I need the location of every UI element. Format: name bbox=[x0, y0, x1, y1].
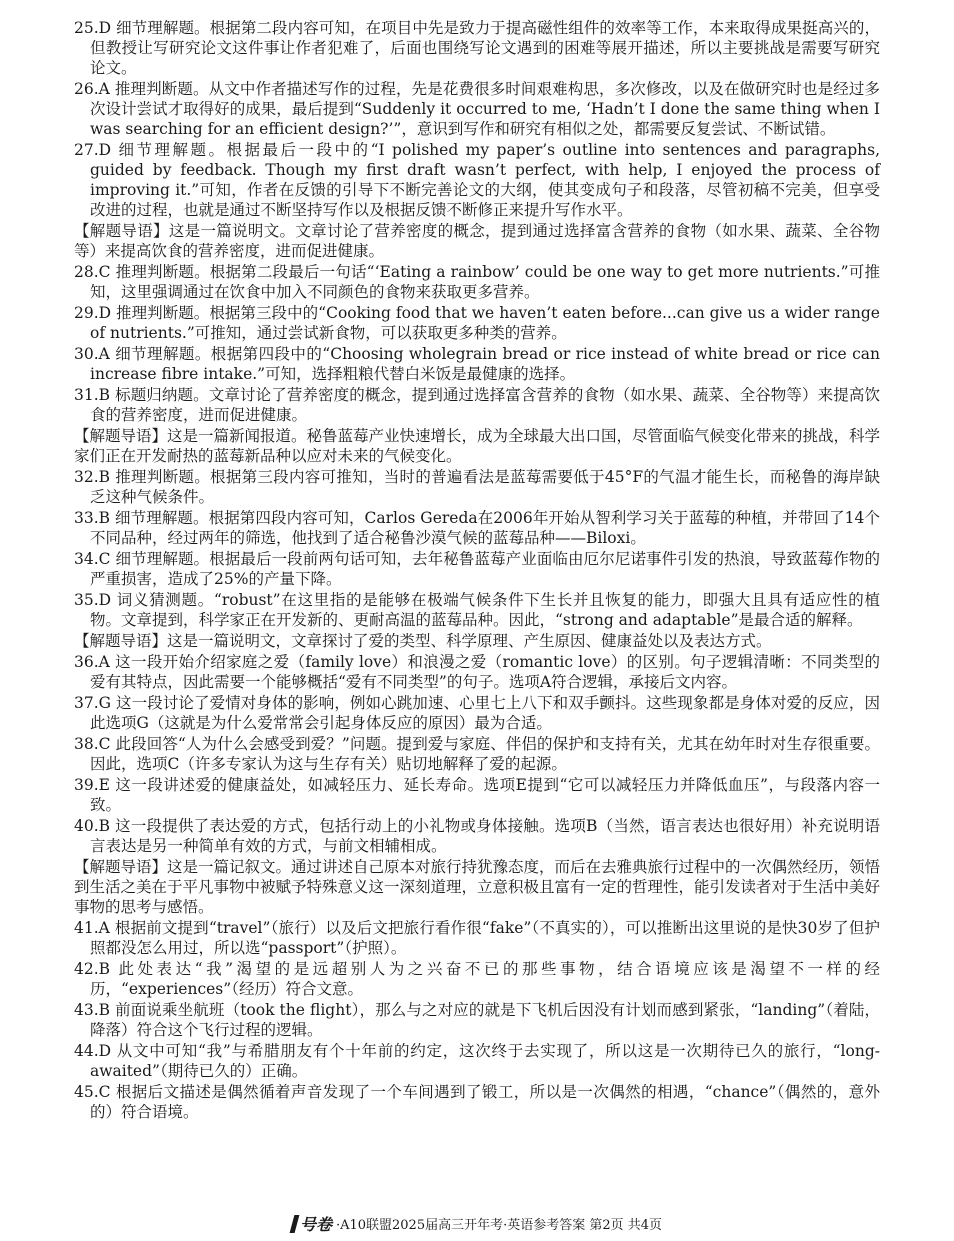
answer-32: 32.B 推理判断题。根据第三段内容可推知，当时的普遍看法是蓝莓需要低于45°F的气温才能生长，而秘鲁的海岸缺乏这种气候条件。 bbox=[74, 468, 880, 506]
answer-29: 29.D 推理判断题。根据第三段中的“Cooking food that we haven’t eaten before...can give us a wider range of nutrients.”可推知，通过尝试新食物，可以获取更多种类的营养。 bbox=[74, 304, 880, 342]
passage-guide-cloze: 【解题导语】这是一篇记叙文。通过讲述自己原本对旅行持犹豫态度，而后在去雅典旅行过程中的一次偶然经历，领悟到生活之美在于平凡事物中被赋予特殊意义这一深刻道理，立意积极且富有一定的哲理性，能引发读者对于生活中美好事物的思考与感悟。 bbox=[74, 858, 881, 916]
answer-41: 41.A 根据前文提到“travel”（旅行）以及后文把旅行看作很“fake”（不真实的），可以推断出这里说的是快30岁了但护照都没怎么用过，所以选“passport”（护照）。 bbox=[74, 919, 880, 957]
answer-40: 40.B 这一段提供了表达爱的方式，包括行动上的小礼物或身体接触。选项B（当然，语言表达也很好用）补充说明语言表达是另一种简单有效的方式，与前文相辅相成。 bbox=[74, 817, 880, 855]
answer-42: 42.B 此处表达“我”渴望的是远超别人为之兴奋不已的那些事物，结合语境应该是渴望不一样的经历，“experiences”（经历）符合文意。 bbox=[74, 960, 880, 998]
passage-guide-c: 【解题导语】这是一篇新闻报道。秘鲁蓝莓产业快速增长，成为全球最大出口国，尽管面临气候变化带来的挑战，科学家们正在开发耐热的蓝莓新品种以应对未来的气候变化。 bbox=[74, 427, 881, 465]
answer-31: 31.B 标题归纳题。文章讨论了营养密度的概念，提到通过选择富含营养的食物（如水果、蔬菜、全谷物等）来提高饮食的营养密度，进而促进健康。 bbox=[74, 386, 880, 424]
answer-37: 37.G 这一段讨论了爱情对身体的影响，例如心跳加速、心里七上八下和双手颤抖。这些现象都是身体对爱的反应，因此选项G（这就是为什么爱常常会引起身体反应的原因）最为合适。 bbox=[74, 694, 880, 732]
publisher-logo: 号卷 bbox=[292, 1212, 332, 1235]
footer-text: ·A10联盟2025届高三开年考·英语参考答案 第2页 共4页 bbox=[335, 1218, 663, 1233]
answer-34: 34.C 细节理解题。根据最后一段前两句话可知，去年秘鲁蓝莓产业面临由厄尔尼诺事件引发的热浪，导致蓝莓作物的严重损害，造成了25%的产量下降。 bbox=[74, 550, 880, 588]
passage-guide-b: 【解题导语】这是一篇说明文。文章讨论了营养密度的概念，提到通过选择富含营养的食物（如水果、蔬菜、全谷物等）来提高饮食的营养密度，进而促进健康。 bbox=[74, 222, 880, 260]
answer-38: 38.C 此段回答“人为什么会感受到爱？”问题。提到爱与家庭、伴侣的保护和支持有关，尤其在幼年时对生存很重要。因此，选项C（许多专家认为这与生存有关）贴切地解释了爱的起源。 bbox=[74, 735, 880, 773]
answer-30: 30.A 细节理解题。根据第四段中的“Choosing wholegrain bread or rice instead of white bread or rice can increase fibre intake.”可知，选择粗粮代替白米饭是最健康的选择。 bbox=[74, 345, 880, 383]
answer-key-content bbox=[74, 18, 880, 1123]
answer-26: 26.A 推理判断题。从文中作者描述写作的过程，先是花费很多时间艰难构思，多次修改，以及在做研究时也是经过多次设计尝试才取得好的成果，最后提到“Suddenly it occurred to me, ‘Hadn’t I done the same thing when I was searching for an efficient design?’”，意识到写作和研究有相似之处，都需要反复尝试、不断试错。 bbox=[74, 80, 880, 138]
answer-27: 27.D 细节理解题。根据最后一段中的“I polished my paper’s outline into sentences and paragraphs, guided by feedback. Though my first draft wasn’t perfect, with help, I enjoyed the process of improving it.”可知，作者在反馈的引导下不断完善论文的大纲，使其变成句子和段落，尽管初稿不完美，但享受改进的过程，也就是通过不断坚持写作以及根据反馈不断修正来提升写作水平。 bbox=[74, 141, 880, 219]
answer-33: 33.B 细节理解题。根据第四段内容可知，Carlos Gereda在2006年开始从智利学习关于蓝莓的种植，并带回了14个不同品种，经过两年的筛选，他找到了适合秘鲁沙漠气候的蓝莓品种——Biloxi。 bbox=[74, 509, 880, 547]
answer-36: 36.A 这一段开始介绍家庭之爱（family love）和浪漫之爱（romantic love）的区别。句子逻辑清晰：不同类型的爱有其特点，因此需要一个能够概括“爱有不同类型”的句子。选项A符合逻辑，承接后文内容。 bbox=[74, 653, 880, 691]
answer-28: 28.C 推理判断题。根据第二段最后一句话“‘Eating a rainbow’ could be one way to get more nutrients.”可推知，这里强调通过在饮食中加入不同颜色的食物来获取更多营养。 bbox=[74, 263, 880, 301]
logo-mark-icon bbox=[290, 1215, 300, 1233]
answer-39: 39.E 这一段讲述爱的健康益处，如减轻压力、延长寿命。选项E提到“它可以减轻压力并降低血压”，与段落内容一致。 bbox=[74, 776, 880, 814]
answer-45: 45.C 根据后文描述是偶然循着声音发现了一个车间遇到了锻工，所以是一次偶然的相遇，“chance”（偶然的，意外的）符合语境。 bbox=[74, 1083, 880, 1121]
passage-guide-d: 【解题导语】这是一篇说明文，文章探讨了爱的类型、科学原理、产生原因、健康益处以及表达方式。 bbox=[74, 632, 772, 650]
answer-43: 43.B 前面说乘坐航班（took the flight），那么与之对应的就是下飞机后因没有计划而感到紧张，“landing”（着陆，降落）符合这个飞行过程的逻辑。 bbox=[74, 1001, 880, 1039]
page-footer bbox=[0, 1212, 954, 1235]
answer-35: 35.D 词义猜测题。“robust”在这里指的是能够在极端气候条件下生长并且恢复的能力，即强大且具有适应性的植物。文章提到，科学家正在开发新的、更耐高温的蓝莓品种。因此，“strong and adaptable”是最合适的解释。 bbox=[74, 591, 880, 629]
answer-44: 44.D 从文中可知“我”与希腊朋友有个十年前的约定，这次终于去实现了，所以这是一次期待已久的旅行，“long-awaited”（期待已久的）正确。 bbox=[74, 1042, 880, 1080]
answer-25: 25.D 细节理解题。根据第二段内容可知，在项目中先是致力于提高磁性组件的效率等工作，本来取得成果挺高兴的，但教授让写研究论文这件事让作者犯难了，后面也围绕写论文遇到的困难等展开描述，所以主要挑战是需要写研究论文。 bbox=[74, 19, 880, 77]
